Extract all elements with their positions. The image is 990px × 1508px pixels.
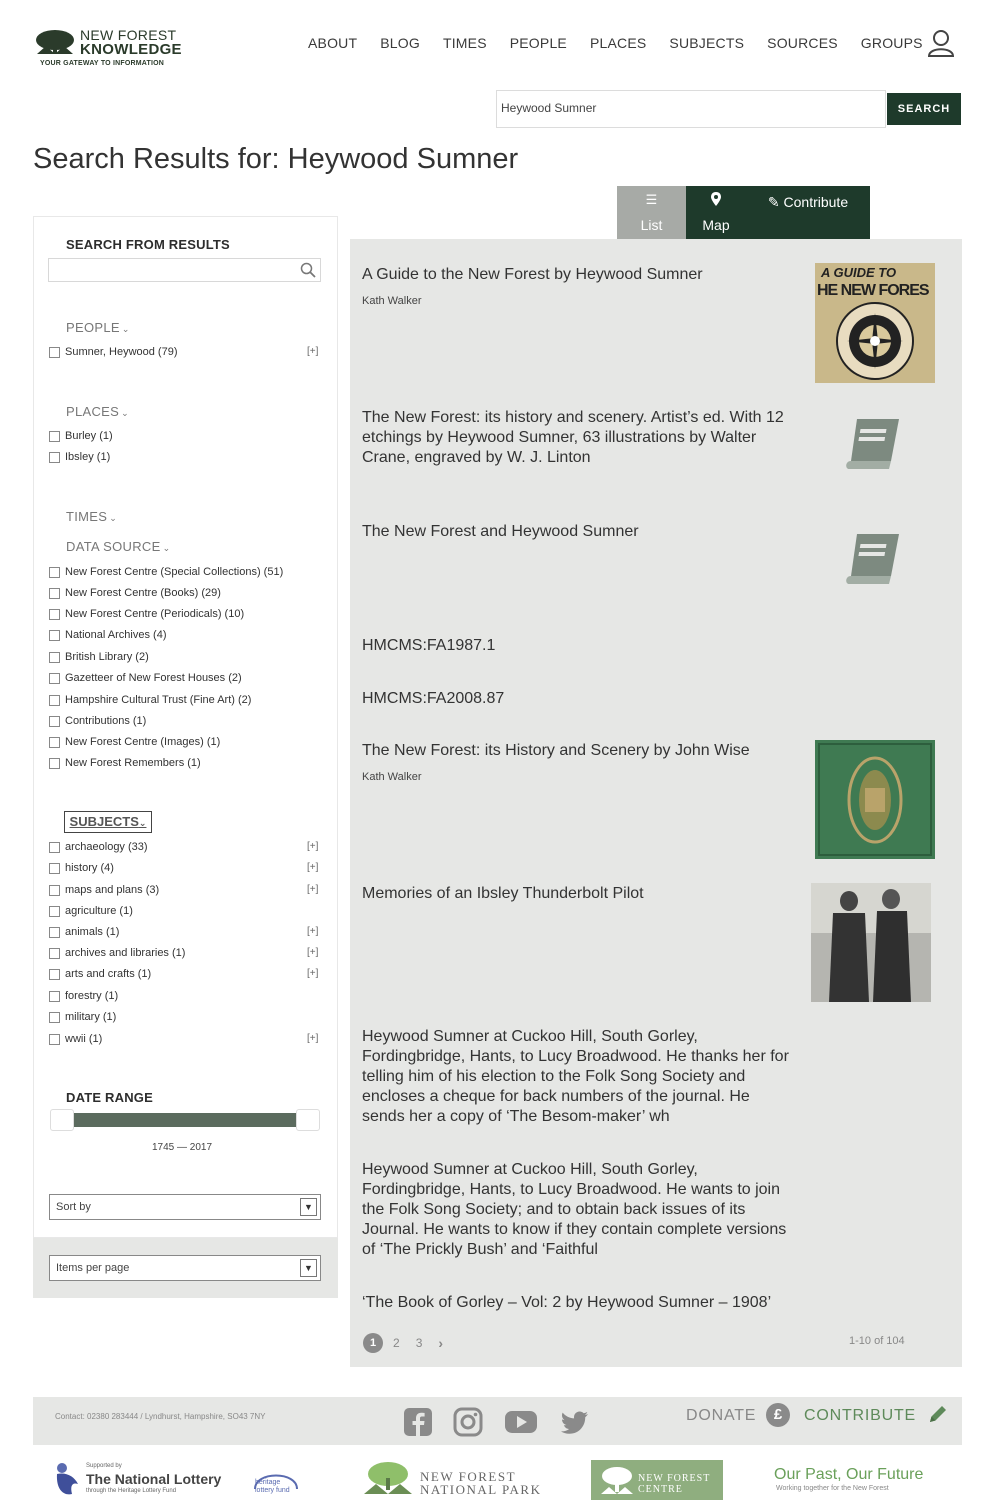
facet-option-label: Sumner, Heywood (79) bbox=[65, 346, 178, 358]
search-from-results-heading: SEARCH FROM RESULTS bbox=[66, 237, 230, 252]
result-author: Kath Walker bbox=[362, 771, 422, 783]
expand-toggle[interactable]: [+] bbox=[307, 884, 319, 895]
tab-map[interactable] bbox=[686, 186, 746, 239]
results-search-input[interactable] bbox=[48, 258, 321, 282]
search-input[interactable]: Heywood Sumner bbox=[496, 90, 886, 128]
facebook-icon[interactable] bbox=[403, 1407, 433, 1437]
facet-option-label: forestry (1) bbox=[65, 990, 119, 1002]
contribute-link[interactable]: CONTRIBUTE bbox=[804, 1407, 916, 1424]
youtube-icon[interactable] bbox=[504, 1407, 538, 1437]
logo-text-line1: NEW FOREST bbox=[80, 27, 177, 43]
expand-toggle[interactable]: [+] bbox=[307, 968, 319, 979]
checkbox[interactable] bbox=[49, 969, 60, 980]
nav-about[interactable]: ABOUT bbox=[308, 35, 358, 51]
result-title[interactable]: The New Forest and Heywood Sumner bbox=[362, 523, 639, 540]
facet-option-label: military (1) bbox=[65, 1011, 117, 1023]
site-logo[interactable] bbox=[34, 26, 184, 72]
facet-places[interactable] bbox=[66, 404, 129, 419]
result-title[interactable]: HMCMS:FA1987.1 bbox=[362, 637, 496, 654]
search-icon[interactable] bbox=[300, 262, 316, 278]
map-pin-icon bbox=[686, 192, 746, 209]
chevron-down-icon: ⌄ bbox=[162, 543, 171, 553]
facet-option[interactable] bbox=[49, 714, 146, 728]
national-park-line2: NATIONAL PARK bbox=[420, 1482, 542, 1497]
facet-option-label: maps and plans (3) bbox=[65, 884, 160, 896]
items-per-page-select[interactable] bbox=[49, 1255, 321, 1281]
facet-times-label: TIMES bbox=[66, 509, 108, 524]
checkbox[interactable] bbox=[49, 652, 60, 663]
checkbox[interactable] bbox=[49, 695, 60, 706]
facet-option[interactable] bbox=[49, 650, 149, 664]
new-forest-centre-line1: NEW FOREST bbox=[638, 1473, 711, 1484]
list-icon: ☰ bbox=[645, 192, 658, 207]
pagination bbox=[363, 1333, 459, 1353]
checkbox[interactable] bbox=[49, 906, 60, 917]
pilots-photo-thumbnail[interactable] bbox=[811, 883, 931, 1002]
facet-option[interactable] bbox=[49, 925, 119, 939]
facet-option-label: archaeology (33) bbox=[65, 841, 148, 853]
facet-subjects-label: SUBJECTS bbox=[69, 814, 139, 829]
checkbox[interactable] bbox=[49, 567, 60, 578]
facet-option-label: New Forest Centre (Images) (1) bbox=[65, 736, 221, 748]
pencil-icon[interactable] bbox=[926, 1402, 950, 1426]
checkbox[interactable] bbox=[49, 842, 60, 853]
facet-option[interactable] bbox=[49, 565, 283, 579]
facet-option-label: agriculture (1) bbox=[65, 905, 133, 917]
date-range-heading: DATE RANGE bbox=[66, 1090, 153, 1105]
tab-contribute[interactable] bbox=[746, 186, 870, 239]
chevron-down-icon: ⌄ bbox=[109, 513, 118, 523]
search-button[interactable]: SEARCH bbox=[887, 93, 961, 125]
result-title[interactable]: The New Forest: its history and scenery. Artist’s ed. With 12 etchings by Heywood Sumner, 63 illustrations by Walter Crane, engraved by W. J. Linton bbox=[362, 409, 784, 466]
checkbox[interactable] bbox=[49, 673, 60, 684]
facet-people[interactable] bbox=[66, 320, 130, 335]
nav-times[interactable]: TIMES bbox=[442, 35, 487, 51]
tab-map-label: Map bbox=[702, 217, 730, 233]
national-park-name bbox=[420, 1470, 541, 1496]
book-cover-guide-thumbnail[interactable] bbox=[815, 263, 935, 383]
lottery-name: The National Lottery bbox=[86, 1471, 222, 1487]
checkbox[interactable] bbox=[49, 630, 60, 641]
expand-toggle[interactable]: [+] bbox=[307, 947, 319, 958]
expand-toggle[interactable]: [+] bbox=[307, 346, 319, 357]
chevron-down-icon: ▼ bbox=[300, 1259, 317, 1277]
facet-option[interactable] bbox=[49, 967, 151, 981]
facet-option[interactable] bbox=[49, 429, 113, 443]
tab-list[interactable] bbox=[617, 186, 686, 239]
facet-option[interactable] bbox=[49, 345, 178, 359]
facet-option[interactable] bbox=[49, 586, 221, 600]
checkbox[interactable] bbox=[49, 991, 60, 1002]
nav-groups[interactable]: GROUPS bbox=[860, 35, 923, 51]
facet-option-label: British Library (2) bbox=[65, 651, 149, 663]
thumb-caption: HE NEW FORES bbox=[817, 282, 929, 299]
logo-tagline: YOUR GATEWAY TO INFORMATION bbox=[40, 60, 165, 67]
book-icon bbox=[843, 530, 905, 588]
facet-subjects[interactable] bbox=[64, 811, 152, 833]
sort-by-select[interactable] bbox=[49, 1194, 321, 1220]
nav-sources[interactable]: SOURCES bbox=[767, 35, 838, 51]
checkbox[interactable] bbox=[49, 347, 60, 358]
chevron-down-icon: ▼ bbox=[300, 1198, 317, 1216]
facet-option-label: wwii (1) bbox=[65, 1033, 103, 1045]
checkbox[interactable] bbox=[49, 452, 60, 463]
page-current[interactable]: 1 bbox=[363, 1333, 383, 1353]
result-title[interactable]: Heywood Sumner at Cuckoo Hill, South Gorley, Fordingbridge, Hants, to Lucy Broadwood. He thanks her for telling him of his election to the Folk Song Society and encloses a cheque for back numbers of the journal. He sends her a copy of ‘The Besom-maker’ wh bbox=[362, 1028, 789, 1125]
pound-icon[interactable]: £ bbox=[766, 1403, 790, 1427]
chevron-down-icon: ⌄ bbox=[121, 408, 129, 418]
facet-option-label: New Forest Centre (Periodicals) (10) bbox=[65, 608, 245, 620]
logo-text-line2: KNOWLEDGE bbox=[80, 41, 182, 58]
lottery-sub: through the Heritage Lottery Fund bbox=[86, 1488, 177, 1494]
items-per-page-value: Items per page bbox=[56, 1262, 130, 1274]
result-title[interactable]: The New Forest: its History and Scenery by John Wise bbox=[362, 742, 750, 759]
checkbox[interactable] bbox=[49, 588, 60, 599]
nav-subjects[interactable]: SUBJECTS bbox=[669, 35, 745, 51]
date-range-max-handle[interactable] bbox=[296, 1109, 320, 1131]
facet-option[interactable] bbox=[49, 450, 110, 464]
green-book-cover-thumbnail[interactable] bbox=[815, 740, 935, 859]
facet-option-label: arts and crafts (1) bbox=[65, 968, 152, 980]
facet-option-label: New Forest Remembers (1) bbox=[65, 757, 201, 769]
our-past-our-future-tagline: Working together for the New Forest bbox=[776, 1485, 889, 1492]
new-forest-centre-name bbox=[638, 1473, 710, 1495]
heritage-fund-logo[interactable] bbox=[252, 1459, 300, 1499]
nav-people[interactable]: PEOPLE bbox=[509, 35, 567, 51]
facet-times[interactable] bbox=[66, 509, 117, 524]
user-icon[interactable] bbox=[926, 28, 956, 58]
nav-places[interactable]: PLACES bbox=[589, 35, 647, 51]
facet-option-label: Hampshire Cultural Trust (Fine Art) (2) bbox=[65, 694, 252, 706]
facet-option[interactable] bbox=[49, 628, 167, 642]
heritage-fund-text: heritage lottery fund bbox=[255, 1479, 290, 1494]
facet-option-label: archives and libraries (1) bbox=[65, 947, 186, 959]
contact-info: Contact: 02380 283444 / Lyndhurst, Hampshire, SO43 7NY bbox=[55, 1412, 266, 1421]
page-title: Search Results for: Heywood Sumner bbox=[33, 143, 519, 175]
main-nav bbox=[308, 35, 946, 51]
facet-option[interactable] bbox=[49, 883, 159, 897]
checkbox[interactable] bbox=[49, 1012, 60, 1023]
chevron-down-icon: ⌄ bbox=[138, 818, 147, 828]
result-title[interactable]: HMCMS:FA2008.87 bbox=[362, 690, 505, 707]
tab-contribute-label: Contribute bbox=[783, 194, 849, 210]
donate-link[interactable]: DONATE bbox=[686, 1407, 757, 1424]
facet-option[interactable] bbox=[49, 735, 220, 749]
tree-icon bbox=[599, 1464, 635, 1496]
facet-data-source[interactable] bbox=[66, 539, 170, 554]
checkbox[interactable] bbox=[49, 431, 60, 442]
expand-toggle[interactable]: [+] bbox=[307, 926, 319, 937]
facet-option[interactable] bbox=[49, 607, 244, 621]
facet-option[interactable] bbox=[49, 946, 185, 960]
instagram-icon[interactable] bbox=[453, 1407, 483, 1437]
result-title[interactable]: Memories of an Ibsley Thunderbolt Pilot bbox=[362, 885, 644, 902]
facet-data-source-label: DATA SOURCE bbox=[66, 539, 161, 554]
page-link[interactable]: 3 bbox=[415, 1336, 423, 1350]
facet-option-label: history (4) bbox=[65, 862, 114, 874]
chevron-down-icon: ⌄ bbox=[121, 324, 130, 334]
nav-blog[interactable]: BLOG bbox=[380, 35, 420, 51]
date-range-track[interactable] bbox=[62, 1113, 308, 1127]
facet-option[interactable] bbox=[49, 693, 251, 707]
date-range-min-handle[interactable] bbox=[50, 1109, 74, 1131]
checkbox[interactable] bbox=[49, 885, 60, 896]
view-tabs bbox=[617, 186, 870, 239]
checkbox[interactable] bbox=[49, 716, 60, 727]
national-park-logo-icon[interactable] bbox=[362, 1458, 414, 1498]
thumb-caption: A GUIDE TO bbox=[821, 265, 897, 280]
new-forest-centre-line2: CENTRE bbox=[638, 1484, 683, 1495]
checkbox[interactable] bbox=[49, 927, 60, 938]
checkbox[interactable] bbox=[49, 948, 60, 959]
book-icon bbox=[843, 415, 905, 473]
compass-emblem bbox=[835, 301, 915, 381]
result-count: 1-10 of 104 bbox=[849, 1335, 905, 1347]
result-title[interactable]: A Guide to the New Forest by Heywood Sumner bbox=[362, 266, 703, 283]
pencil-icon: ✎ bbox=[767, 194, 780, 210]
facet-option-label: National Archives (4) bbox=[65, 629, 167, 641]
facet-people-label: PEOPLE bbox=[66, 320, 120, 335]
facet-option[interactable] bbox=[49, 671, 242, 685]
checkbox[interactable] bbox=[49, 863, 60, 874]
facet-option-label: animals (1) bbox=[65, 926, 120, 938]
sort-by-value: Sort by bbox=[56, 1201, 91, 1213]
expand-toggle[interactable]: [+] bbox=[307, 862, 319, 873]
lottery-supported-label: Supported by bbox=[86, 1463, 122, 1469]
twitter-icon[interactable] bbox=[560, 1407, 590, 1437]
facet-option[interactable] bbox=[49, 861, 114, 875]
chevron-right-icon[interactable]: › bbox=[438, 1335, 444, 1351]
tab-list-label: List bbox=[640, 217, 663, 233]
facet-places-label: PLACES bbox=[66, 404, 120, 419]
book-cover-ornament bbox=[815, 740, 935, 859]
checkbox[interactable] bbox=[49, 609, 60, 620]
tree-logo-icon bbox=[34, 28, 76, 58]
facet-option-label: Ibsley (1) bbox=[65, 451, 111, 463]
national-lottery-logo-icon[interactable] bbox=[52, 1462, 82, 1498]
facet-option[interactable] bbox=[49, 989, 118, 1003]
our-past-our-future-logo[interactable]: Our Past, Our Future bbox=[774, 1466, 924, 1483]
expand-toggle[interactable]: [+] bbox=[307, 1033, 319, 1044]
result-title[interactable]: ‘The Book of Gorley – Vol: 2 by Heywood Sumner – 1908’ bbox=[362, 1294, 772, 1311]
result-title[interactable]: Heywood Sumner at Cuckoo Hill, South Gorley, Fordingbridge, Hants, to Lucy Broadwood. He wants to join the Folk Song Society; and to obtain back issues of its Journal. He wants to know if they contain complete versions of ‘The Prickly Bush’ and ‘Faithful bbox=[362, 1161, 787, 1258]
facet-option-label: Contributions (1) bbox=[65, 715, 147, 727]
checkbox[interactable] bbox=[49, 1034, 60, 1045]
facet-option[interactable] bbox=[49, 1010, 116, 1024]
result-author: Kath Walker bbox=[362, 295, 422, 307]
national-park-line1: NEW FOREST bbox=[420, 1469, 517, 1484]
expand-toggle[interactable]: [+] bbox=[307, 841, 319, 852]
facet-option[interactable] bbox=[49, 1032, 102, 1046]
date-range-label: 1745 — 2017 bbox=[152, 1142, 213, 1153]
pilots-photo bbox=[811, 883, 931, 1002]
checkbox[interactable] bbox=[49, 758, 60, 769]
facet-option[interactable] bbox=[49, 904, 133, 918]
facet-option-label: Gazetteer of New Forest Houses (2) bbox=[65, 672, 242, 684]
facet-option[interactable] bbox=[49, 840, 148, 854]
page-link[interactable]: 2 bbox=[393, 1336, 400, 1350]
facet-option-label: New Forest Centre (Books) (29) bbox=[65, 587, 221, 599]
facet-option-label: Burley (1) bbox=[65, 430, 113, 442]
facet-option[interactable] bbox=[49, 756, 201, 770]
checkbox[interactable] bbox=[49, 737, 60, 748]
facet-option-label: New Forest Centre (Special Collections) (51) bbox=[65, 566, 284, 578]
